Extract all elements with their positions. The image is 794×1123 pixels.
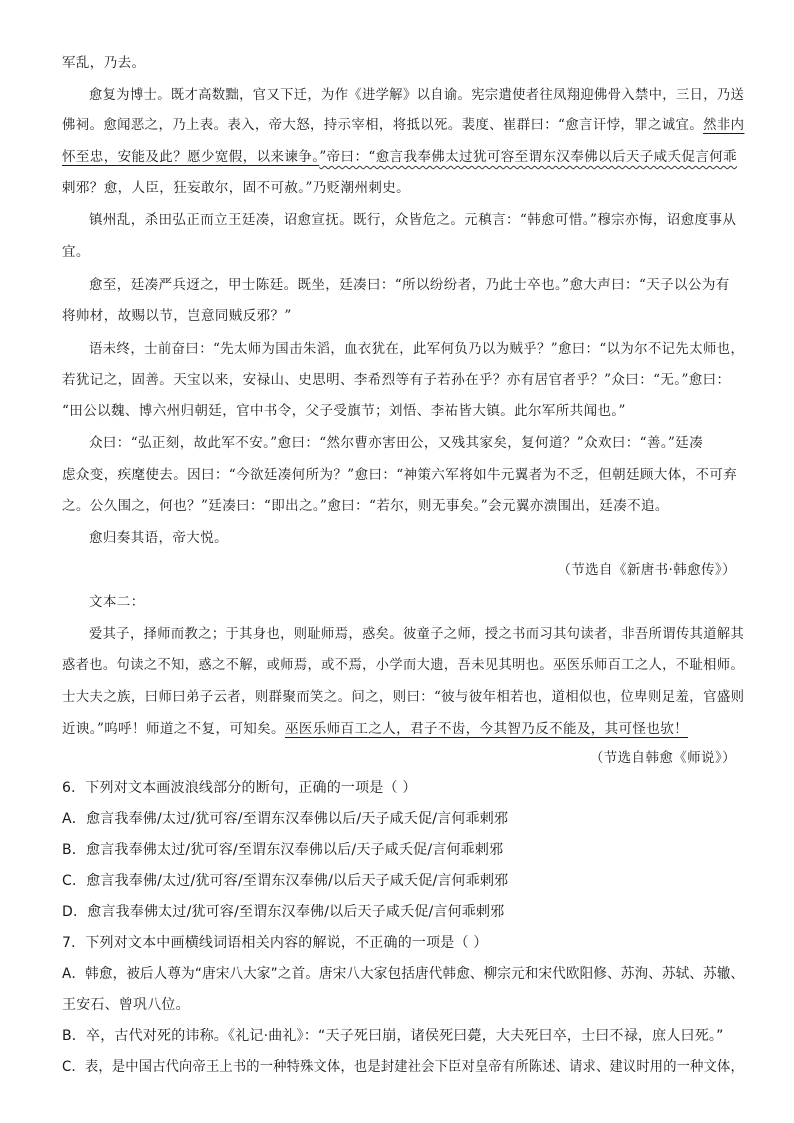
section-heading: 文本二： [89,594,145,610]
option-a-continued: 王安石、曾巩八位。 [62,997,190,1013]
source-citation: （节选自《新唐书·韩愈传》） [557,562,736,578]
paragraph-line: 语未终，士前奋曰：“先太师为国击朱滔，血衣犹在，此军何负乃以为贼乎？”愈曰：“以为尔不记先太师也， [89,341,745,357]
paragraph-line: 军乱，乃去。 [62,55,146,71]
option-a: A．韩愈，被后人尊为“唐宋八大家”之首。唐宋八大家包括唐代韩愈、柳宗元和宋代欧阳修、苏洵、苏轼、苏辙、 [62,966,745,982]
option-c: C．愈言我奉佛/太过/犹可容/至谓东汉奉佛/以后天子咸夭促/言何乖剌邪 [62,873,509,889]
question-stem: 6．下列对文本画波浪线部分的断句，正确的一项是（ ） [62,780,417,796]
paragraph-line: 愈至，廷凑严兵迓之，甲士陈廷。既坐，廷凑曰：“所以纷纷者，乃此士卒也。”愈大声曰：“天子以公为有 [89,277,730,293]
paragraph-line [62,142,737,172]
underlined-sentence: 然非内 [703,117,745,133]
underlined-sentence: 怀至忠，安能及此？愿少宽假，以来谏争。 [62,149,320,165]
paragraph-line: 镇州乱，杀田弘正而立王廷凑，诏愈宣抚。既行，众皆危之。元稹言：“韩愈可惜。”穆宗亦悔，诏愈度事从 [89,212,737,228]
plain-text: 近谀。”呜呼！师道之不复，可知矣。 [62,721,285,737]
paragraph-line: 将帅材，故赐以节，岂意同贼反邪？” [62,308,292,324]
source-citation: （节选自韩愈《师说》） [589,750,736,766]
paragraph-line: 剌邪？愈，人臣，狂妄敢尔，固不可赦。”乃贬潮州刺史。 [62,180,411,196]
paragraph-line: 愈归奏其语，帝大悦。 [89,530,228,546]
option-c: C．表，是中国古代向帝王上书的一种特殊文体，也是封建社会下臣对皇帝有所陈述、请求、建议时用的一种文体， [62,1059,744,1075]
option-d: D．愈言我奉佛太过/犹可容/至谓东汉奉佛/以后天子咸夭促/言何乖剌邪 [62,904,505,920]
paragraph-line: “田公以魏、博六州归朝廷，官中书令，父子受旗节；刘悟、李祐皆大镇。此尔军所共闻也。” [62,403,626,419]
paragraph-line: 虑众变，疾麾使去。因曰：“今欲廷凑何所为？”愈曰：“神策六军将如牛元翼者为不乏，但朝廷顾大体，不可弃 [62,467,738,483]
paragraph-line: 宜。 [62,244,90,260]
option-b: B．愈言我奉佛太过/犹可容/至谓东汉奉佛以后/天子咸夭促/言何乖剌邪 [62,842,504,858]
underlined-sentence: 巫医乐师百工之人，君子不齿，今其智乃反不能及，其可怪也欤！ [284,721,689,737]
paragraph-line: 士大夫之族，曰师曰弟子云者，则群聚而笑之。问之，则曰：“彼与彼年相若也，道相似也，位卑则足羞，官盛则 [62,689,745,705]
paragraph-line: 若犹记之，固善。天宝以来，安禄山、史思明、李希烈等有子若孙在乎？亦有居官者乎？”众曰：“无。”愈曰： [62,372,731,388]
paragraph-line: 之。公久围之，何也？”廷凑曰：“即出之。”愈曰：“若尔，则无事矣。”会元翼亦溃围出，廷凑不追。 [62,498,669,514]
plain-text: 佛祠。愈闻恶之，乃上表。表入，帝大怒，持示宰相，将抵以死。裴度、崔群曰：“愈言讦悖，罪之诚宜。 [62,117,704,133]
paragraph-line: 愈复为博士。既才高数黜，官又下迁，为作《进学解》以自谕。宪宗遣使者往凤翔迎佛骨入禁中，三日，乃送 [89,87,745,103]
paragraph-line: 惑者也。句读之不知，惑之不解，或师焉，或不焉，小学而大遗，吾未见其明也。巫医乐师百工之人，不耻相师。 [62,657,745,673]
paragraph-line: 众曰：“弘正刻，故此军不安。”愈曰：“然尔曹亦害田公，又残其家矣，复何道？”众欢曰：“善。”廷凑 [89,435,704,451]
option-b: B．卒，古代对死的讳称。《礼记·曲礼》：“天子死曰崩，诸侯死曰薨，大夫死曰卒，士曰不禄，庶人曰死。” [62,1028,724,1044]
question-stem: 7．下列对文本中画横线词语相关内容的解说，不正确的一项是（ ） [62,935,488,951]
option-a: A．愈言我奉佛/太过/犹可容/至谓东汉奉佛以后/天子咸夭促/言何乖剌邪 [62,811,509,827]
paragraph-line [62,714,688,744]
wavy-underlined-sentence: ”帝曰：“愈言我奉佛太过犹可容至谓东汉奉佛以后天子咸夭促言何乖 [319,149,738,165]
paragraph-line [62,110,744,140]
paragraph-line: 爱其子，择师而教之；于其身也，则耻师焉，惑矣。彼童子之师，授之书而习其句读者，非吾所谓传其道解其 [89,626,745,642]
